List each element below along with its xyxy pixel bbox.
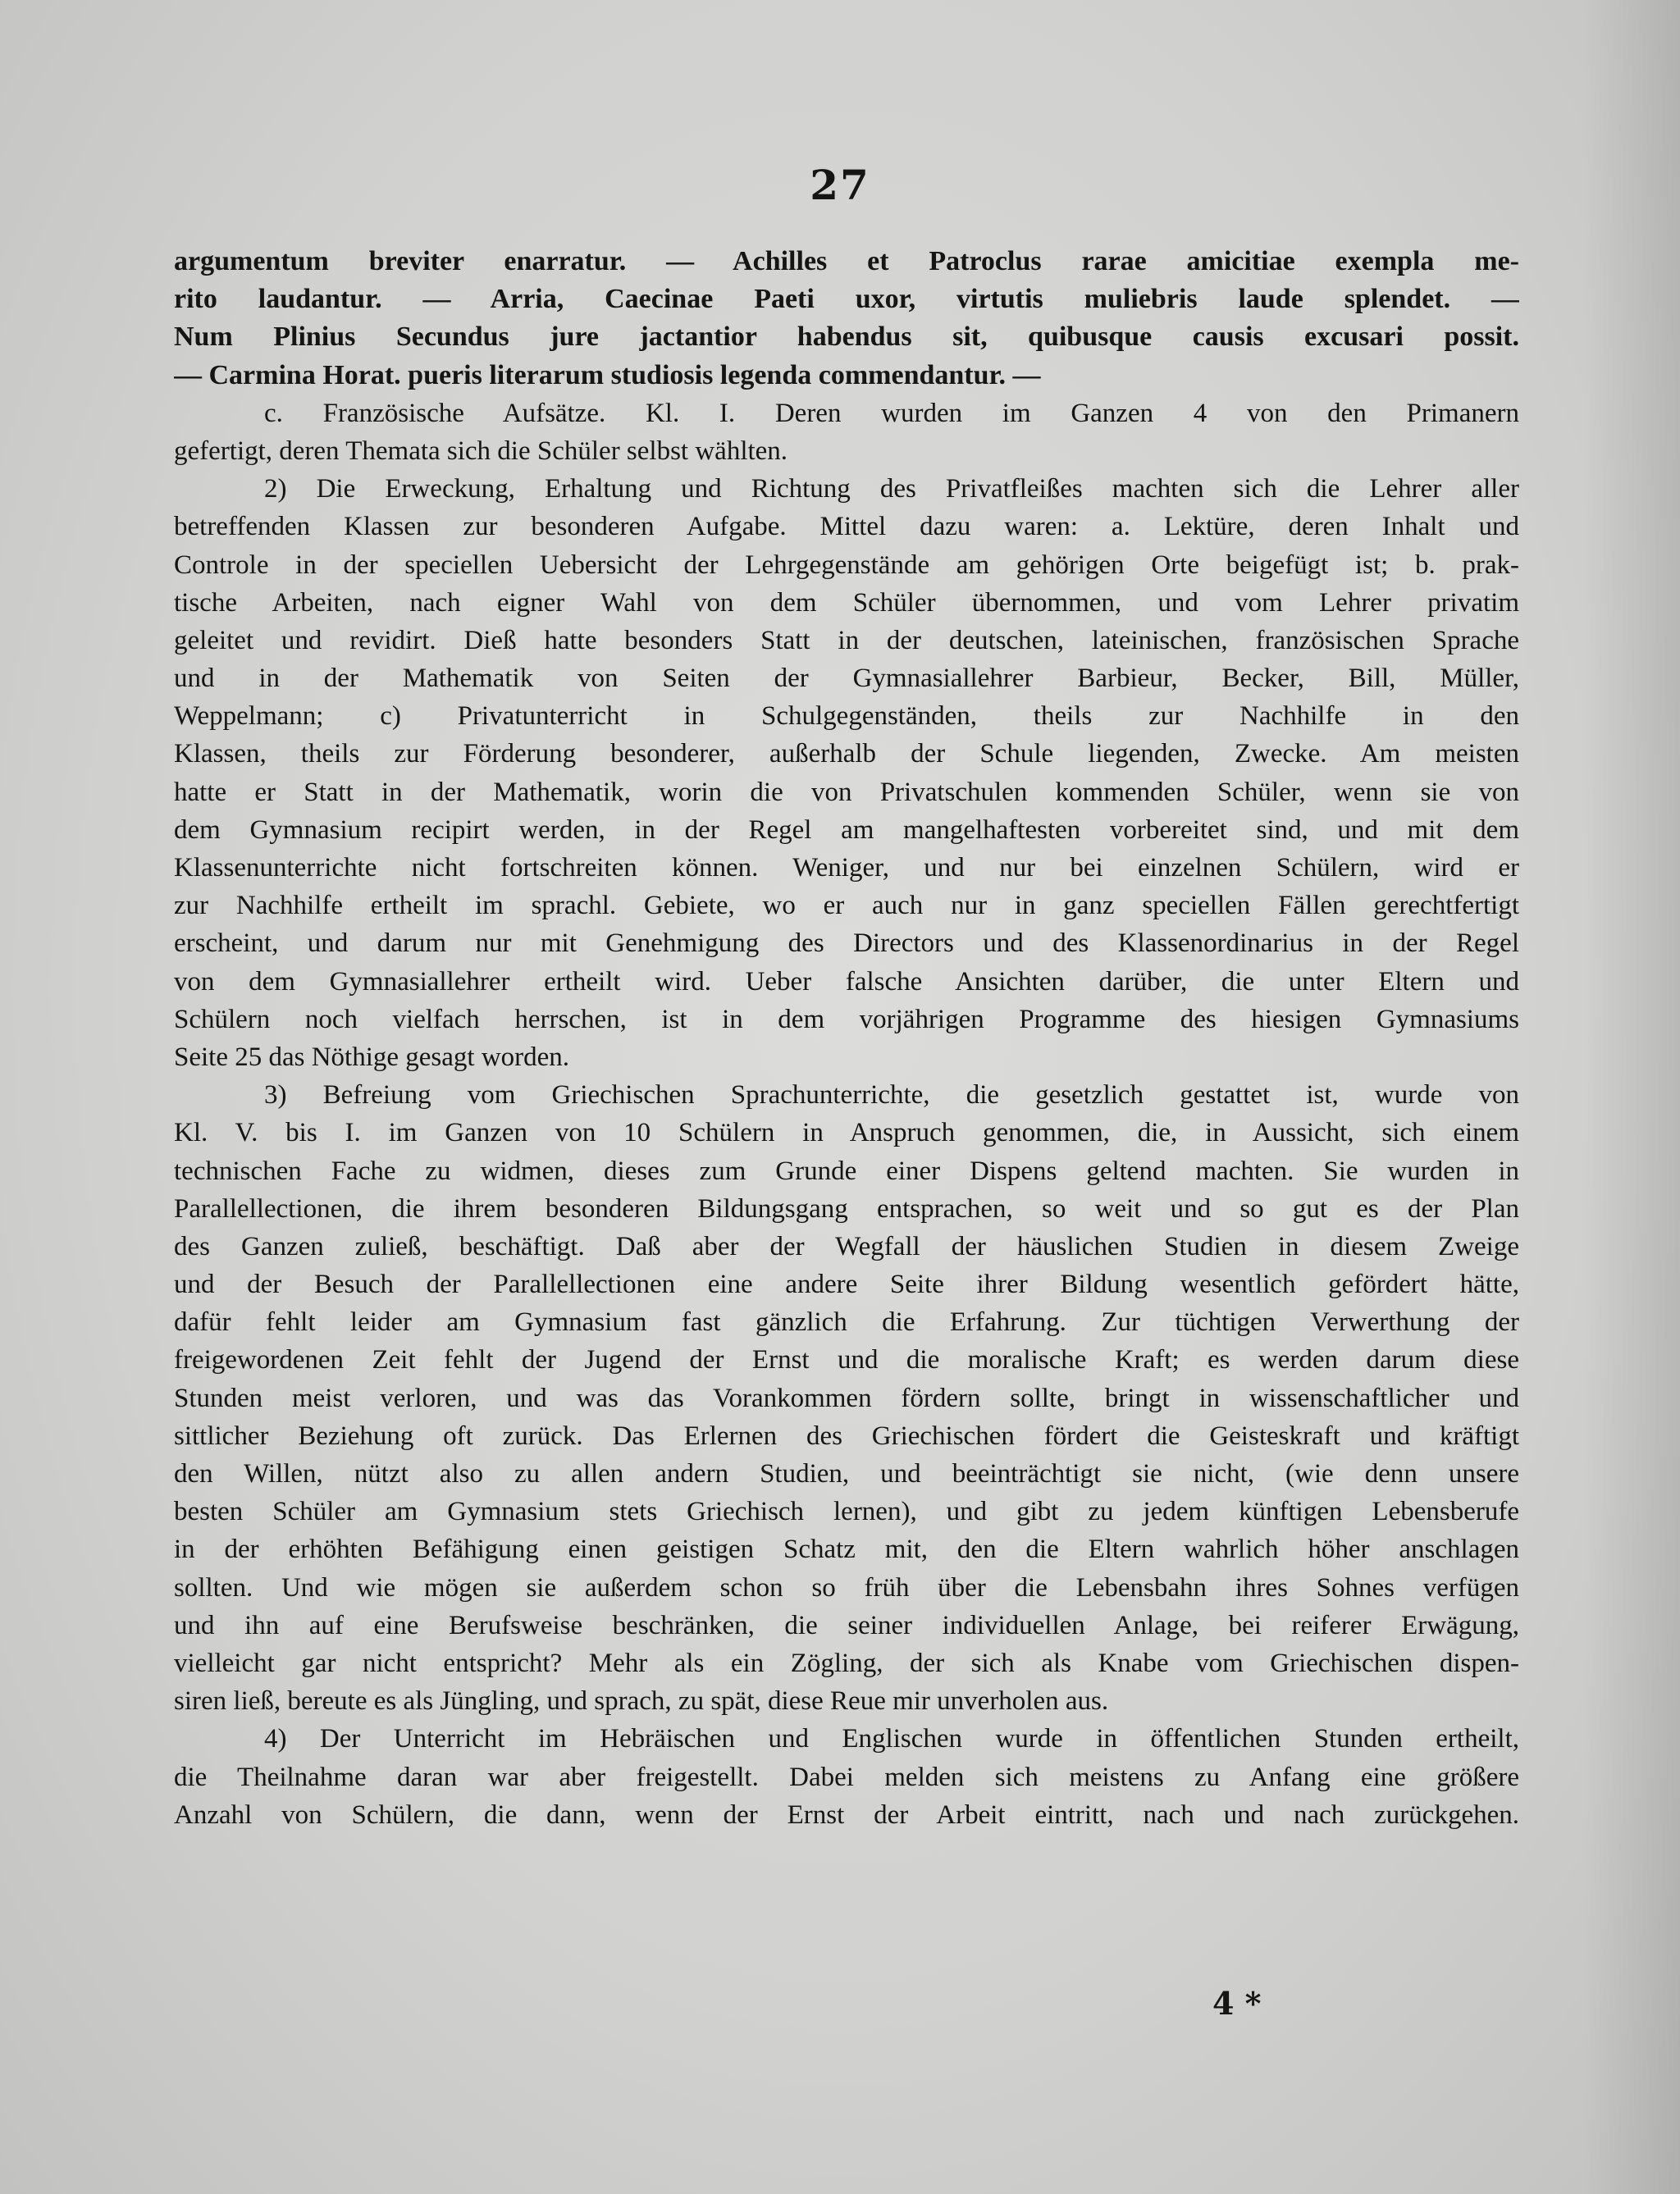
paragraph-2-line: zur Nachhilfe ertheilt im sprachl. Gebiete, wo er auch nur in ganz speciellen Fällen gerechtfertigt	[174, 891, 1519, 921]
paragraph-4-line: Anzahl von Schülern, die dann, wenn der Ernst der Arbeit eintritt, nach und nach zurückgehen.	[174, 1799, 1519, 1830]
paragraph-2-line: betreffenden Klassen zur besonderen Aufgabe. Mittel dazu waren: a. Lektüre, deren Inhalt und	[174, 512, 1519, 542]
paragraph-4-line: 4) Der Unterricht im Hebräischen und Englischen wurde in öffentlichen Stunden ertheilt,	[264, 1724, 1519, 1754]
paragraph-3-line: technischen Fache zu widmen, dieses zum Grunde einer Dispens geltend machten. Sie wurden in	[174, 1156, 1519, 1186]
paragraph-3-line: 3) Befreiung vom Griechischen Sprachunterrichte, die gesetzlich gestattet ist, wurde von	[264, 1080, 1519, 1111]
paragraph-3-line: Kl. V. bis I. im Ganzen von 10 Schülern in Anspruch genommen, die, in Aussicht, sich einem	[174, 1118, 1519, 1148]
paragraph-3-line: dafür fehlt leider am Gymnasium fast gänzlich die Erfahrung. Zur tüchtigen Verwerthung der	[174, 1307, 1519, 1338]
paragraph-2-line: Weppelmann; c) Privatunterricht in Schulgegenständen, theils zur Nachhilfe in den	[174, 701, 1519, 732]
latin-line: rito laudantur. — Arria, Caecinae Paeti uxor, virtutis muliebris laude splendet. —	[174, 284, 1519, 315]
paragraph-3-line: Parallellectionen, die ihrem besonderen Bildungsgang entsprachen, so weit und so gut es der Plan	[174, 1193, 1519, 1224]
paragraph-2-line: Seite 25 das Nöthige gesagt worden.	[174, 1042, 570, 1072]
paragraph-3-line: Stunden meist verloren, und was das Vorankommen fördern sollte, bringt in wissenschaftlicher und	[174, 1383, 1519, 1413]
latin-line: Num Plinius Secundus jure jactantior habendus sit, quibusque causis excusari possit.	[174, 322, 1519, 353]
paragraph-3-line: siren ließ, bereute es als Jüngling, und sprach, zu spät, diese Reue mir unverholen aus.	[174, 1686, 1109, 1717]
paragraph-3-line: besten Schüler am Gymnasium stets Griechisch lernen), und gibt zu jedem künftigen Lebensberufe	[174, 1497, 1519, 1527]
paragraph-2-line: Klassen, theils zur Förderung besonderer, außerhalb der Schule liegenden, Zwecke. Am meisten	[174, 739, 1519, 769]
paragraph-3-line: und der Besuch der Parallellectionen eine andere Seite ihrer Bildung wesentlich gefördert hätte,	[174, 1270, 1519, 1300]
paragraph-3-line: vielleicht gar nicht entspricht? Mehr als ein Zögling, der sich als Knabe vom Griechischen dispen-	[174, 1648, 1519, 1678]
paragraph-2-line: hatte er Statt in der Mathematik, worin die von Privatschulen kommenden Schüler, wenn sie von	[174, 777, 1519, 807]
paragraph-3-line: des Ganzen zuließ, beschäftigt. Daß aber der Wegfall der häuslichen Studien in diesem Zweige	[174, 1231, 1519, 1261]
paragraph-2-line: dem Gymnasium recipirt werden, in der Regel am mangelhaftesten vorbereitet sind, und mit dem	[174, 814, 1519, 845]
latin-line: — Carmina Horat. pueris literarum studiosis legenda commendantur. —	[174, 359, 1041, 390]
paragraph-3-line: in der erhöhten Befähigung einen geistigen Schatz mit, den die Eltern wahrlich höher anschlagen	[174, 1535, 1519, 1565]
page-edge-shadow	[1582, 0, 1680, 2194]
latin-line: argumentum breviter enarratur. — Achilles et Patroclus rarae amicitiae exempla me-	[174, 246, 1519, 276]
paragraph-3-line: den Willen, nützt also zu allen andern Studien, und beeinträchtigt sie nicht, (wie denn unsere	[174, 1459, 1519, 1489]
paragraph-4-line: die Theilnahme daran war aber freigestellt. Dabei melden sich meistens zu Anfang eine größere	[174, 1762, 1519, 1792]
section-c-line: c. Französische Aufsätze. Kl. I. Deren wurden im Ganzen 4 von den Primanern	[264, 398, 1519, 428]
paragraph-2-line: Controle in der speciellen Uebersicht der Lehrgegenstände am gehörigen Orte beigefügt ist; b. prak-	[174, 550, 1519, 580]
paragraph-2-line: geleitet und revidirt. Dieß hatte besonders Statt in der deutschen, lateinischen, französischen Sprache	[174, 625, 1519, 655]
paragraph-2-line: 2) Die Erweckung, Erhaltung und Richtung des Privatfleißes machten sich die Lehrer aller	[264, 474, 1519, 504]
page-number: 27	[810, 161, 870, 209]
paragraph-2-line: von dem Gymnasiallehrer ertheilt wird. Ueber falsche Ansichten darüber, die unter Eltern und	[174, 966, 1519, 997]
body-text	[174, 243, 1519, 1834]
signature-mark: 4 *	[1212, 1985, 1262, 2022]
paragraph-3-line: sittlicher Beziehung oft zurück. Das Erlernen des Griechischen fördert die Geisteskraft und kräftigt	[174, 1421, 1519, 1451]
paragraph-3-line: freigewordenen Zeit fehlt der Jugend der Ernst und die moralische Kraft; es werden darum diese	[174, 1345, 1519, 1375]
paragraph-2-line: Schülern noch vielfach herrschen, ist in dem vorjährigen Programme des hiesigen Gymnasiums	[174, 1004, 1519, 1034]
paragraph-3-line: und ihn auf eine Berufsweise beschränken, die seiner individuellen Anlage, bei reiferer Erwägung,	[174, 1610, 1519, 1640]
paragraph-3-line: sollten. Und wie mögen sie außerdem schon so früh über die Lebensbahn ihres Sohnes verfügen	[174, 1572, 1519, 1603]
paragraph-2-line: erscheint, und darum nur mit Genehmigung des Directors und des Klassenordinarius in der Regel	[174, 928, 1519, 959]
paragraph-2-line: Klassenunterrichte nicht fortschreiten können. Weniger, und nur bei einzelnen Schülern, wird er	[174, 853, 1519, 883]
paragraph-2-line: und in der Mathematik von Seiten der Gymnasiallehrer Barbieur, Becker, Bill, Müller,	[174, 664, 1519, 694]
section-c-line: gefertigt, deren Themata sich die Schüler selbst wählten.	[174, 436, 788, 466]
paragraph-2-line: tische Arbeiten, nach eigner Wahl von dem Schüler übernommen, und vom Lehrer privatim	[174, 587, 1519, 618]
